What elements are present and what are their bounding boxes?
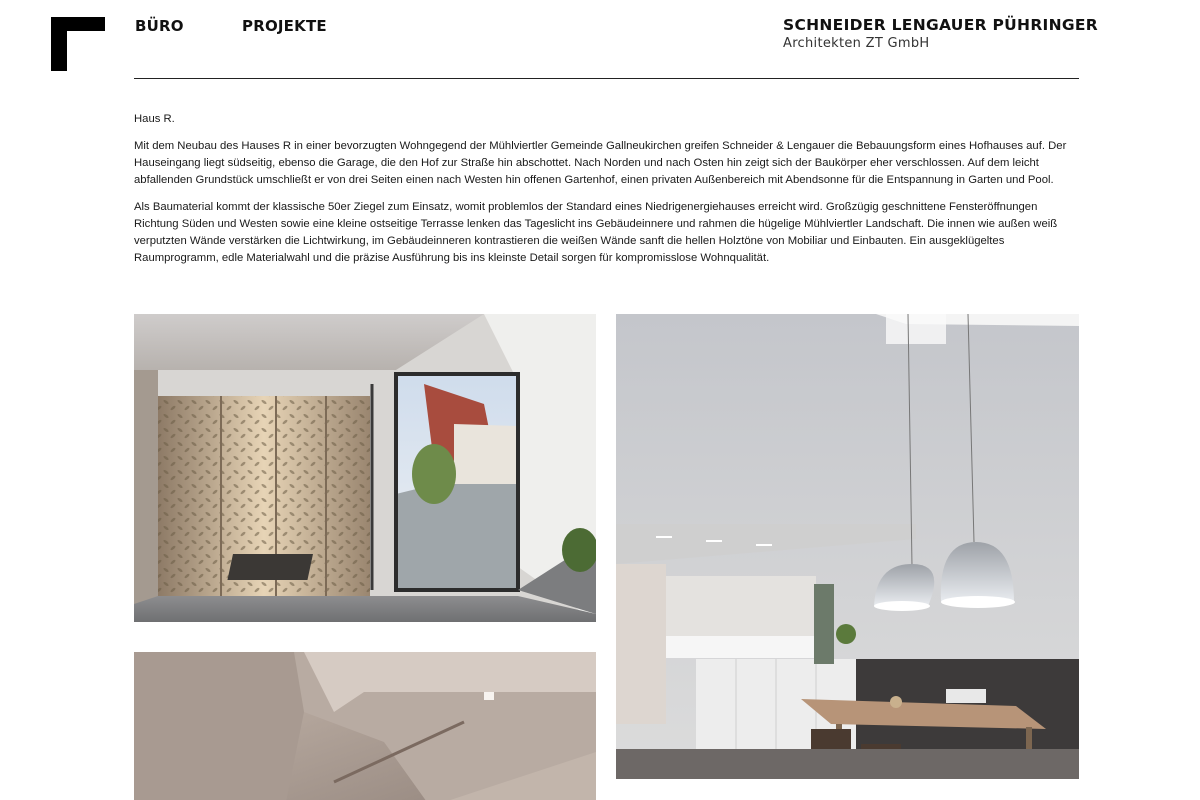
logo-corner-mark[interactable] <box>51 17 105 71</box>
staircase-photo[interactable] <box>134 652 596 800</box>
nav-item-projekte[interactable]: PROJEKTE <box>242 17 327 35</box>
staircase-photo-icon <box>134 652 596 800</box>
project-description <box>134 111 1082 277</box>
project-paragraph-2: Als Baumaterial kommt der klassische 50er Ziegel zum Einsatz, womit problemlos der Standard eines Niedrigenergiehauses erreicht wird. Großzügig geschnittene Fensteröffnungen Richtung Süden und Westen sowie eine kleine ostseitige Terrasse lenken das Tageslicht ins Gebäudeinnere und rahmen die hügelige Mühlviertler Landschaft. Die innen wie außen weiß verputzten Wände verstärken die Lichtwirkung, im Gebäudeinneren kontrastieren die weißen Wände sanft die hellen Holztöne von Mobiliar und Einbauten. Ein ausgeklügeltes Raumprogramm, edle Materialwahl und die präzise Ausführung bis ins kleinste Detail sorgen für kompromisslose Wohnqualität. <box>134 201 1058 264</box>
kitchen-photo[interactable] <box>616 314 1079 779</box>
firm-brand[interactable] <box>783 15 1099 53</box>
header-divider <box>134 78 1079 79</box>
logo-bar-left <box>51 17 67 71</box>
firm-subtitle: Architekten ZT GmbH <box>783 36 930 51</box>
firm-name: SCHNEIDER LENGAUER PÜHRINGER <box>783 16 1099 34</box>
kitchen-photo-icon <box>616 314 1079 779</box>
project-title: Haus R. <box>134 113 175 125</box>
entrance-photo-icon <box>134 314 596 622</box>
nav-item-buero[interactable]: BÜRO <box>135 17 184 35</box>
project-paragraph-1: Mit dem Neubau des Hauses R in einer bevorzugten Wohngegend der Mühlviertler Gemeinde Gallneukirchen greifen Schneider & Lengauer die Bebauungsform eines Hofhauses auf. Der Hauseingang liegt südseitig, ebenso die Garage, die den Hof zur Straße hin abschottet. Nach Norden und nach Osten hin zeigt sich der Baukörper eher verschlossen. Auf dem leicht abfallenden Grundstück umschließt er von drei Seiten einen nach Westen hin offenen Gartenhof, einen privaten Außenbereich mit Abendsonne für die Entspannung in Garten und Pool. <box>134 140 1067 186</box>
entrance-photo[interactable] <box>134 314 596 622</box>
